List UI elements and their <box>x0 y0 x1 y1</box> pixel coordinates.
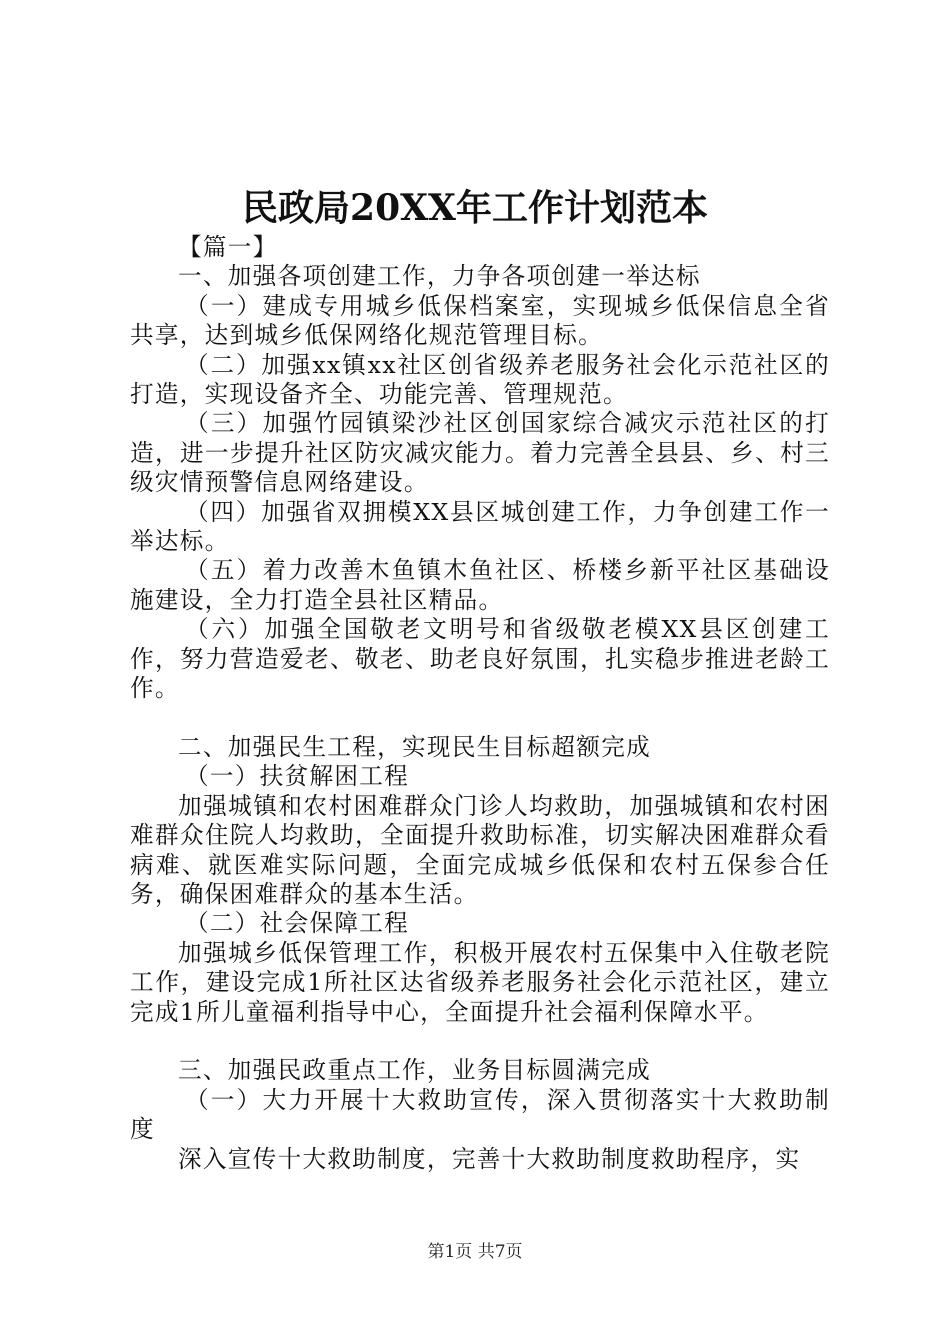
section-label: 【篇一】 <box>178 233 278 261</box>
paragraph: 加强城镇和农村困难群众门诊人均救助，加强城镇和农村困难群众住院人均救助，全面提升救助标准，切实解决困难群众看病难、就医难实际问题，全面完成城乡低保和农村五保参合任务，确保困难群众的基本生活。 <box>130 791 830 908</box>
section-heading: 二、加强民生工程，实现民生目标超额完成 <box>178 732 651 761</box>
paragraph-gap <box>130 1027 830 1056</box>
document-body <box>130 233 830 1174</box>
paragraph: （六）加强全国敬老文明号和省级敬老模XX县区创建工作，努力营造爱老、敬老、助老良好氛围，扎实稳步推进老龄工作。 <box>130 615 830 703</box>
paragraph: （三）加强竹园镇梁沙社区创国家综合减灾示范社区的打造，进一步提升社区防灾减灾能力。着力完善全县县、乡、村三级灾情预警信息网络建设。 <box>130 409 830 497</box>
document-title: 民政局20XX年工作计划范本 <box>242 187 708 229</box>
paragraph: （五）着力改善木鱼镇木鱼社区、桥楼乡新平社区基础设施建设，全力打造全县社区精品。 <box>130 556 830 614</box>
section-heading: 一、加强各项创建工作，力争各项创建一举达标 <box>178 262 701 291</box>
subsection-heading: （二）社会保障工程 <box>185 909 410 938</box>
paragraph: （四）加强省双拥模XX县区城创建工作，力争创建工作一举达标。 <box>130 497 830 556</box>
paragraph: 加强城乡低保管理工作，积极开展农村五保集中入住敬老院工作，建设完成1所社区达省级养老服务社会化示范社区，建立完成1所儿童福利指导中心，全面提升社会福利保障水平。 <box>130 938 830 1026</box>
subsection-heading: （一）大力开展十大救助宣传，深入贯彻落实十大救助制度 <box>130 1085 830 1144</box>
paragraph: 深入宣传十大救助制度，完善十大救助制度救助程序，实 <box>178 1144 801 1173</box>
paragraph: （一）建成专用城乡低保档案室，实现城乡低保信息全省共享，达到城乡低保网络化规范管理目标。 <box>130 291 830 350</box>
subsection-heading: （一）扶贫解困工程 <box>185 762 410 791</box>
page-number-footer: 第1页 共7页 <box>427 1242 523 1262</box>
paragraph-gap <box>130 704 830 733</box>
section-heading: 三、加强民政重点工作，业务目标圆满完成 <box>178 1056 651 1085</box>
paragraph: （二）加强xx镇xx社区创省级养老服务社会化示范社区的打造，实现设备齐全、功能完善、管理规范。 <box>130 350 830 409</box>
